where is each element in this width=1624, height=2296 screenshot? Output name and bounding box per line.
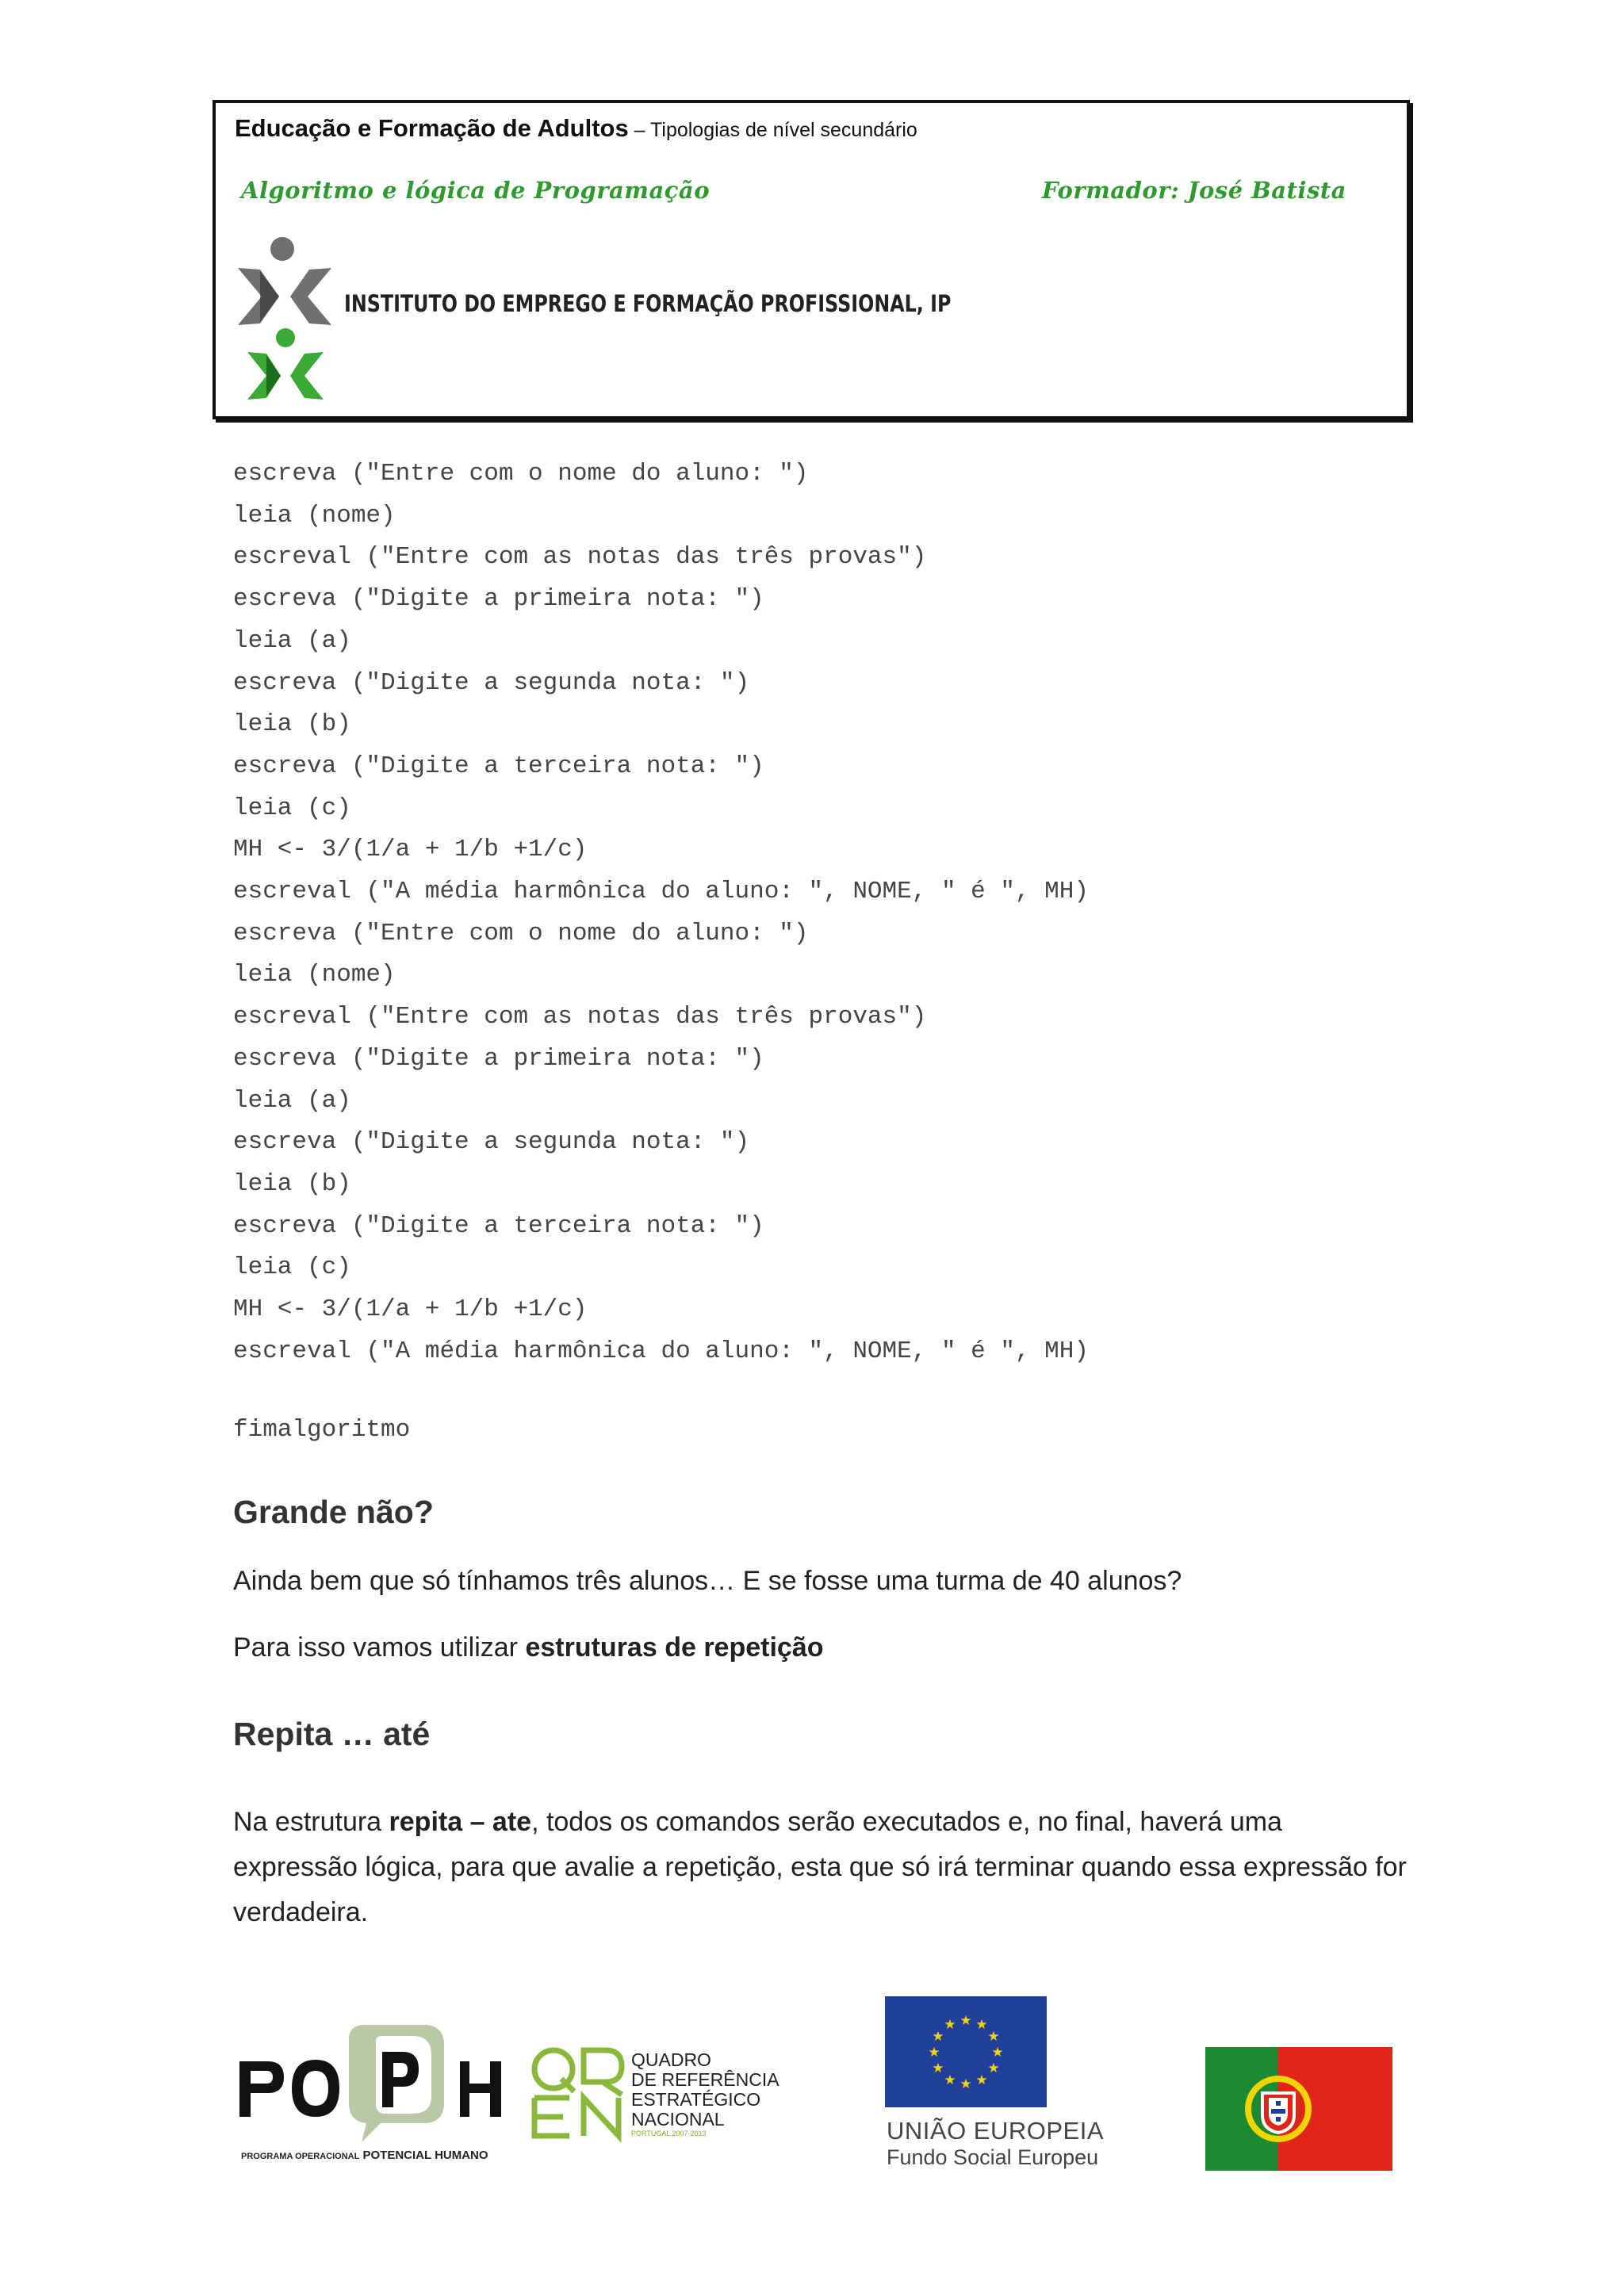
paragraph-emphasis: repita – ate <box>389 1807 532 1837</box>
code-line: leia (a) <box>233 626 351 655</box>
code-line: escreval ("A média harmônica do aluno: ", NOME, " é ", MH) <box>233 1337 1089 1365</box>
code-line: MH <- 3/(1/a + 1/b +1/c) <box>233 1295 588 1324</box>
code-line: escreval ("Entre com as notas das três provas") <box>233 543 927 572</box>
svg-text:★: ★ <box>975 2017 988 2033</box>
svg-text:★: ★ <box>932 2061 944 2076</box>
poph-caption-big: POTENCIAL HUMANO <box>362 2149 488 2162</box>
code-line: leia (nome) <box>233 961 396 989</box>
poph-caption <box>241 2149 488 2162</box>
section-heading-repita: Repita … até <box>233 1716 431 1752</box>
course-name: Algoritmo e lógica de Programação <box>241 177 710 204</box>
code-line: leia (a) <box>233 1086 351 1115</box>
code-line: leia (c) <box>233 794 351 822</box>
svg-text:★: ★ <box>928 2045 940 2061</box>
svg-text:★: ★ <box>959 2076 972 2092</box>
svg-text:★: ★ <box>944 2017 956 2033</box>
svg-text:★: ★ <box>932 2029 944 2045</box>
svg-text:★: ★ <box>959 2013 972 2029</box>
code-line: escreval ("Entre com as notas das três provas") <box>233 1003 927 1031</box>
trainer-name: Formador: José Batista <box>1042 177 1346 204</box>
code-line: escreval ("A média harmônica do aluno: ", NOME, " é ", MH) <box>233 878 1089 906</box>
code-line: MH <- 3/(1/a + 1/b +1/c) <box>233 836 588 864</box>
header-title-bold: Educação e Formação de Adultos <box>235 114 629 142</box>
qren-subtitle: PORTUGAL 2007-2013 <box>631 2130 707 2137</box>
qren-text: QUADRO DE REFERÊNCIA ESTRATÉGICO NACIONAL <box>631 2049 779 2130</box>
eu-fund-name: Fundo Social Europeu <box>887 2145 1099 2169</box>
end-keyword: fimalgoritmo <box>233 1416 411 1444</box>
eu-logo <box>885 1996 1104 2171</box>
code-line: escreva ("Digite a primeira nota: ") <box>233 1044 764 1073</box>
code-line: escreva ("Digite a segunda nota: ") <box>233 1128 750 1157</box>
svg-text:★: ★ <box>975 2072 988 2088</box>
code-line: escreva ("Entre com o nome do aluno: ") <box>233 919 809 947</box>
document-header <box>213 100 1410 419</box>
svg-text:★: ★ <box>987 2061 1000 2076</box>
eu-flag-icon <box>885 1996 1047 2107</box>
code-line: leia (b) <box>233 1169 351 1198</box>
code-line: leia (b) <box>233 710 351 739</box>
code-line: leia (nome) <box>233 501 396 530</box>
poph-caption-small: PROGRAMA OPERACIONAL <box>241 2152 360 2161</box>
poph-logo <box>236 2020 506 2166</box>
poph-logo-icon <box>236 2020 506 2147</box>
paragraph-text: Na estrutura <box>233 1807 389 1837</box>
code-line: escreva ("Digite a terceira nota: ") <box>233 752 764 780</box>
code-line: escreva ("Entre com o nome do aluno: ") <box>233 460 809 488</box>
iefp-logo-icon <box>233 236 336 403</box>
paragraph-text: Para isso vamos utilizar <box>233 1632 526 1663</box>
paragraph-repita-description <box>233 1800 1407 1935</box>
paragraph-text: , todos os comandos serão executados e, no final, haverá uma expressão lógica, para que avalie a repetição, esta que só irá terminar quando essa expressão for verdadeira. <box>233 1807 1407 1927</box>
paragraph-repetition <box>233 1625 1407 1670</box>
svg-text:★: ★ <box>991 2045 1004 2061</box>
svg-text:★: ★ <box>944 2072 956 2088</box>
svg-text:★: ★ <box>987 2029 1000 2045</box>
code-line: escreva ("Digite a segunda nota: ") <box>233 668 750 697</box>
portugal-flag-icon <box>1205 2047 1392 2171</box>
paragraph-emphasis: estruturas de repetição <box>525 1632 824 1663</box>
code-line: escreva ("Digite a terceira nota: ") <box>233 1211 764 1240</box>
section-heading-grande: Grande não? <box>233 1494 434 1530</box>
paragraph-intro: Ainda bem que só tínhamos três alunos… E se fosse uma turma de 40 alunos? <box>233 1566 1182 1596</box>
header-title-subtitle: – Tipologias de nível secundário <box>628 119 917 141</box>
eu-name: UNIÃO EUROPEIA <box>887 2117 1104 2145</box>
code-line: escreva ("Digite a primeira nota: ") <box>233 585 764 614</box>
institute-name: INSTITUTO DO EMPREGO E FORMAÇÃO PROFISSIONAL, IP <box>344 290 952 317</box>
code-listing <box>233 453 1089 1372</box>
qren-logo <box>530 2044 779 2147</box>
qren-logo-icon <box>530 2044 628 2142</box>
portugal-flag <box>1205 2047 1392 2171</box>
header-title <box>235 114 917 143</box>
code-line: leia (c) <box>233 1253 351 1282</box>
